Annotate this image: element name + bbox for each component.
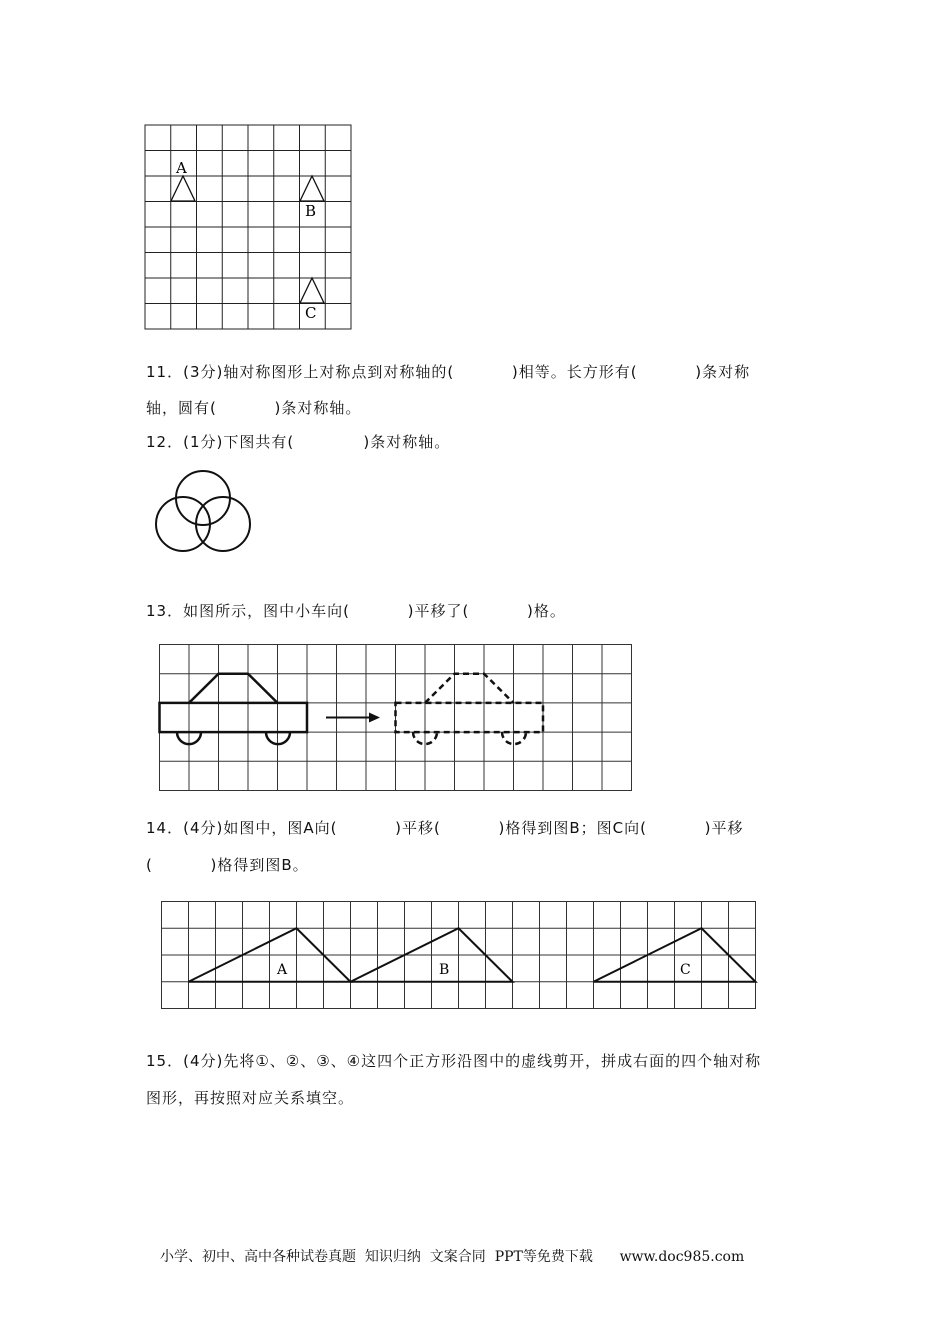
triangle-a: [171, 176, 195, 201]
q13-line1: 13．如图所示，图中小车向( )平移了( )格。: [146, 602, 566, 620]
label-c: C: [680, 962, 691, 978]
three-circles-figure: [150, 468, 256, 558]
label-a: A: [176, 159, 187, 177]
car-translation-figure: [158, 643, 634, 793]
car-original: [160, 674, 308, 744]
label-a: A: [277, 962, 288, 978]
triangle-c: [300, 278, 324, 303]
q11-line2: 轴，圆有( )条对称轴。: [146, 399, 362, 417]
triangles-translation-figure: [160, 900, 758, 1012]
triangle-b: [300, 176, 324, 201]
label-b: B: [439, 962, 450, 978]
grid-triangles-figure: [144, 124, 354, 332]
q15-line1: 15．(4分)先将①、②、③、④这四个正方形沿图中的虚线剪开，拼成右面的四个轴对称: [146, 1052, 762, 1070]
grid-lines: [162, 902, 756, 1009]
q12-line1: 12．(1分)下图共有( )条对称轴。: [146, 433, 451, 451]
page-footer: 小学、初中、高中各种试卷真题 知识归纳 文案合同 PPT等免费下载 www.doc985.com: [160, 1249, 745, 1265]
q14-line2: ( )格得到图B。: [146, 856, 309, 874]
car-translated-dashed: [396, 674, 544, 744]
grid-lines: [145, 125, 351, 329]
q11-line1: 11．(3分)轴对称图形上对称点到对称轴的( )相等。长方形有( )条对称: [146, 363, 751, 381]
label-c: C: [305, 304, 317, 322]
label-b: B: [305, 202, 317, 220]
q15-line2: 图形，再按照对应关系填空。: [146, 1089, 355, 1107]
grid-lines: [160, 645, 632, 791]
q14-line1: 14．(4分)如图中，图A向( )平移( )格得到图B；图C向( )平移: [146, 819, 744, 837]
translation-arrow: [326, 713, 380, 723]
